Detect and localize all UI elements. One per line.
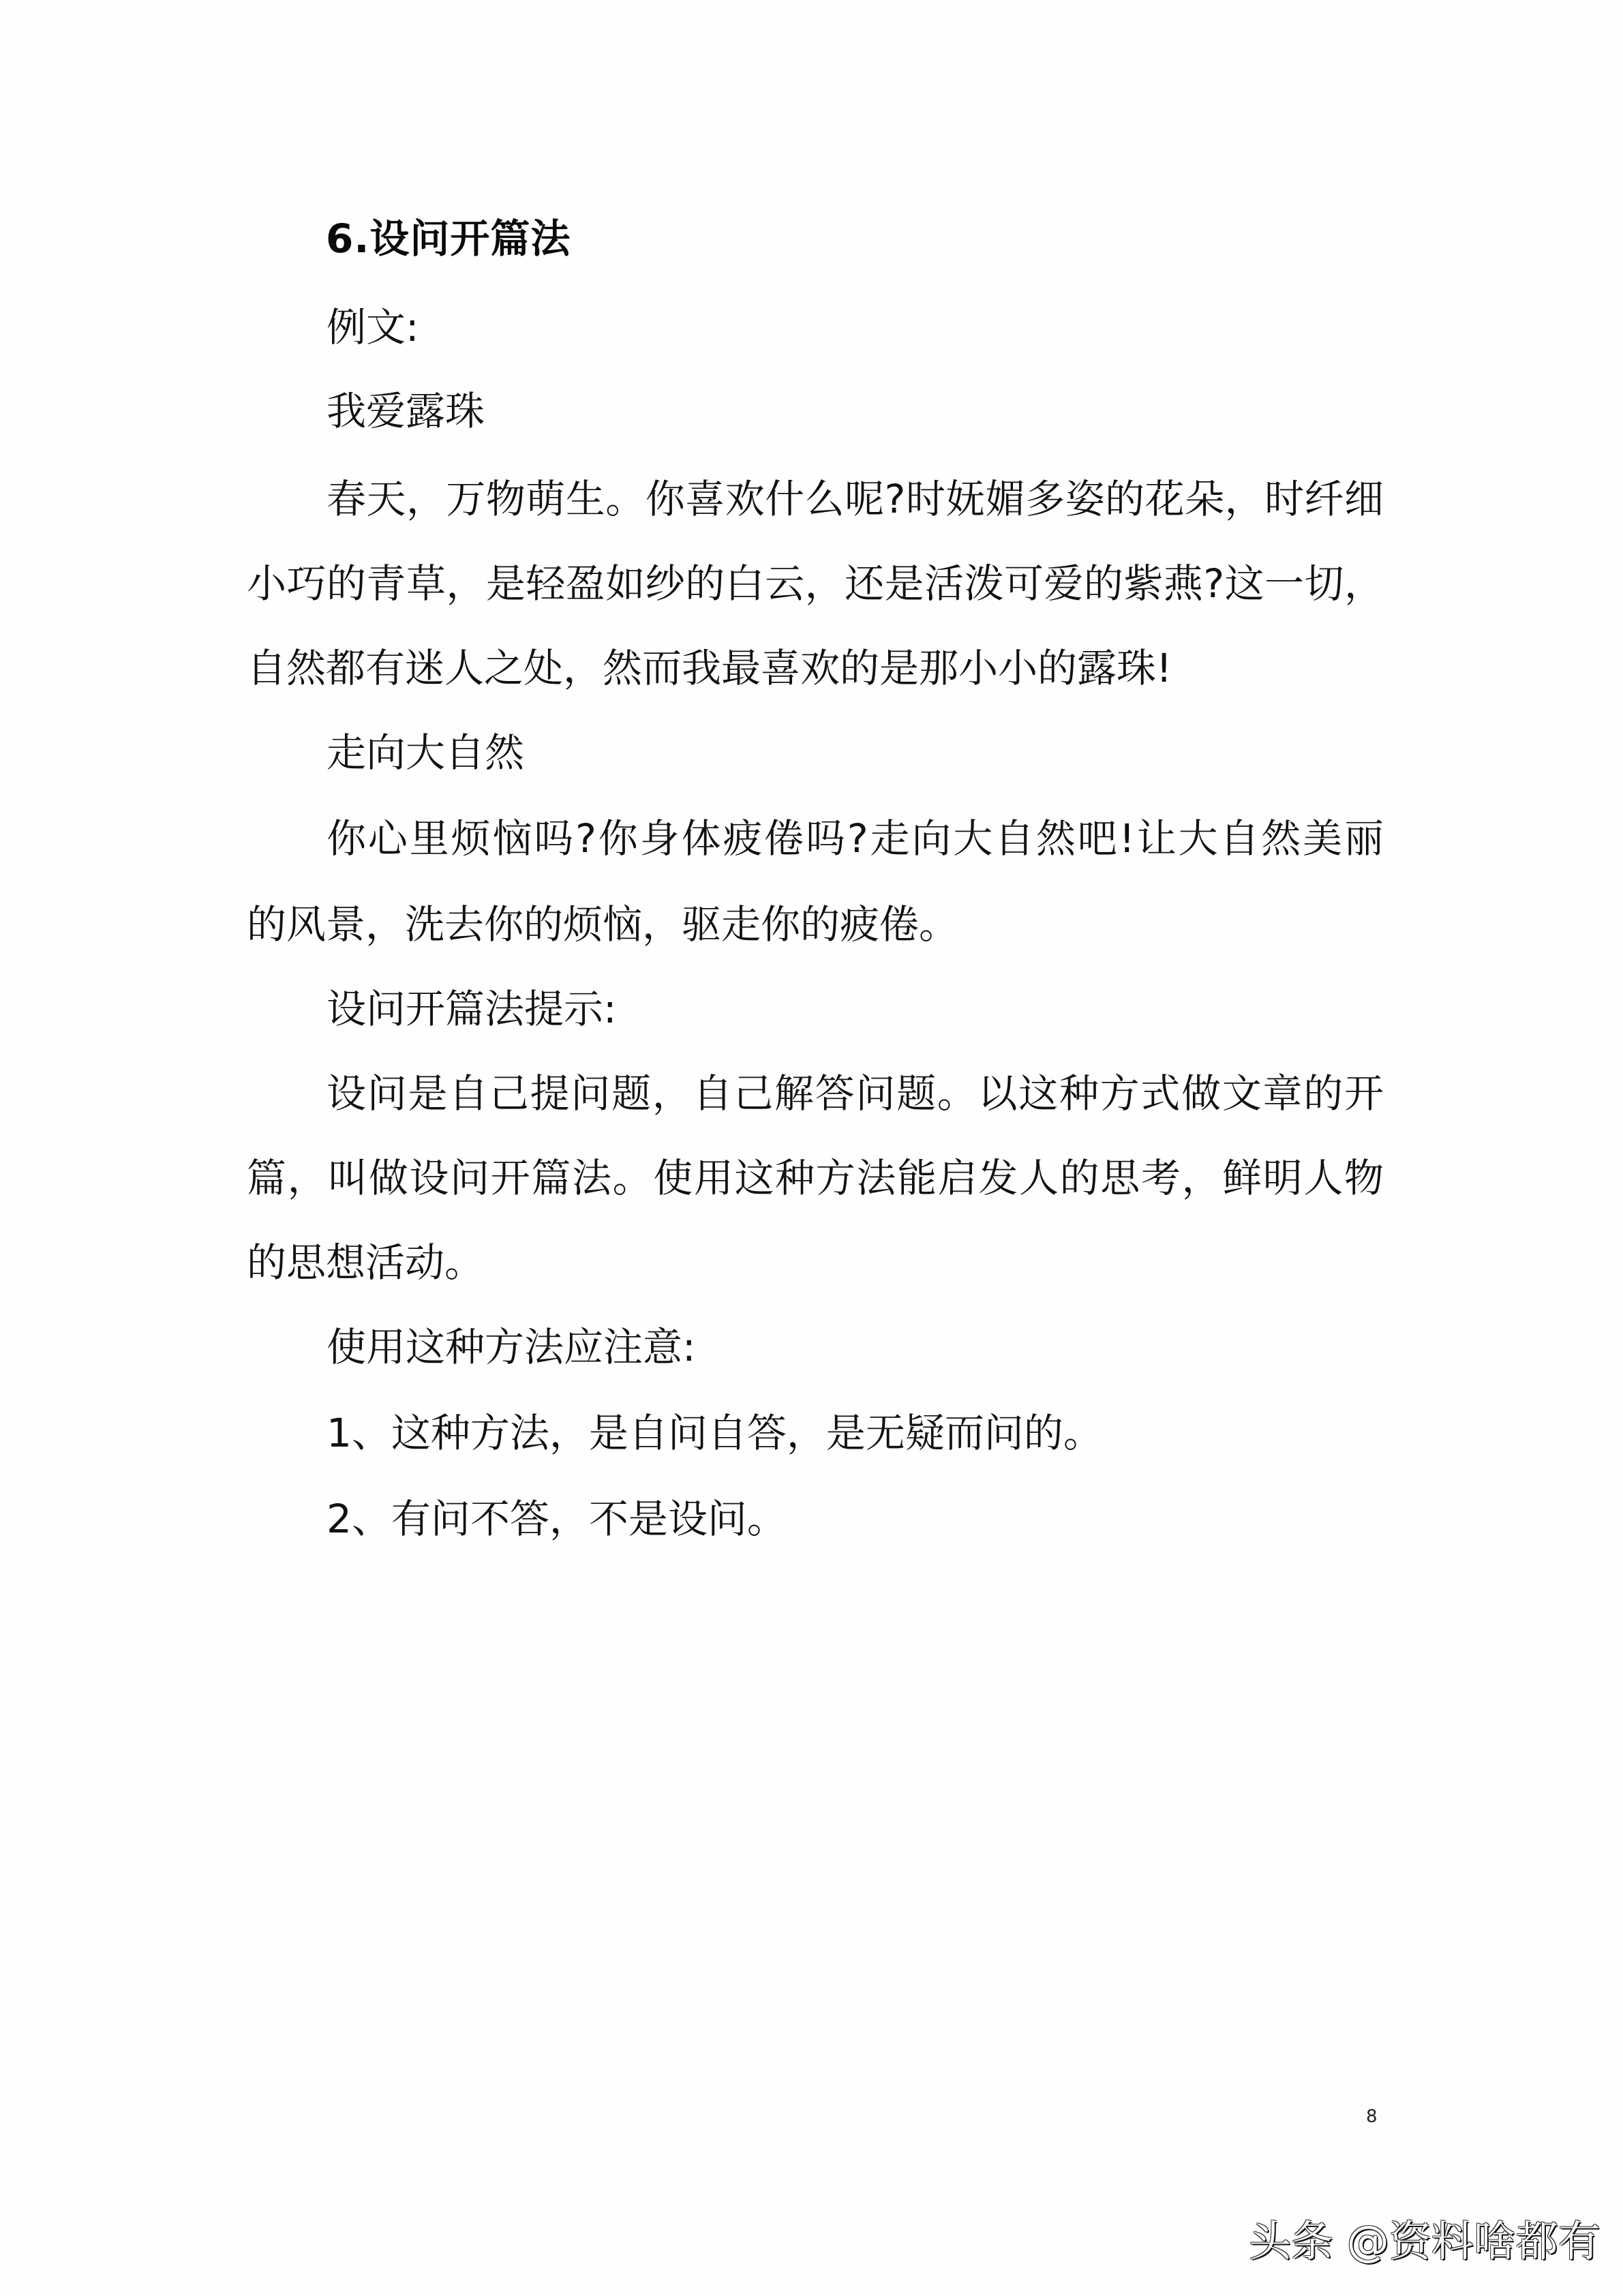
section-heading: 6.设问开篇法 — [326, 215, 571, 262]
text-line: 自然都有迷人之处，然而我最喜欢的是那小小的露珠! — [247, 645, 1172, 691]
page-number: 8 — [1366, 2106, 1378, 2127]
text-line: 篇，叫做设问开篇法。使用这种方法能启发人的思考，鲜明人物 — [247, 1155, 1384, 1201]
text-line: 的思想活动。 — [247, 1239, 485, 1286]
watermark: 头条 @资料啥都有 — [1249, 2216, 1601, 2266]
text-line: 春天，万物萌生。你喜欢什么呢?时妩媚多姿的花朵，时纤细 — [327, 476, 1384, 522]
text-line: 我爱露珠 — [327, 388, 485, 434]
text-line: 例文: — [327, 304, 419, 350]
text-line: 设问是自己提问题，自己解答问题。以这种方式做文章的开 — [327, 1070, 1384, 1117]
text-line: 使用这种方法应注意: — [327, 1324, 696, 1370]
text-line: 走向大自然 — [327, 729, 525, 776]
text-line: 1、这种方法，是自问自答，是无疑而问的。 — [327, 1410, 1103, 1456]
text-line: 小巧的青草，是轻盈如纱的白云，还是活泼可爱的紫燕?这一切， — [247, 560, 1384, 607]
text-line: 设问开篇法提示: — [327, 986, 617, 1032]
text-line: 的风景，洗去你的烦恼，驱走你的疲倦。 — [247, 901, 959, 948]
text-line: 你心里烦恼吗?你身体疲倦吗?走向大自然吧!让大自然美丽 — [327, 815, 1384, 862]
text-line: 2、有问不答，不是设问。 — [327, 1496, 787, 1542]
